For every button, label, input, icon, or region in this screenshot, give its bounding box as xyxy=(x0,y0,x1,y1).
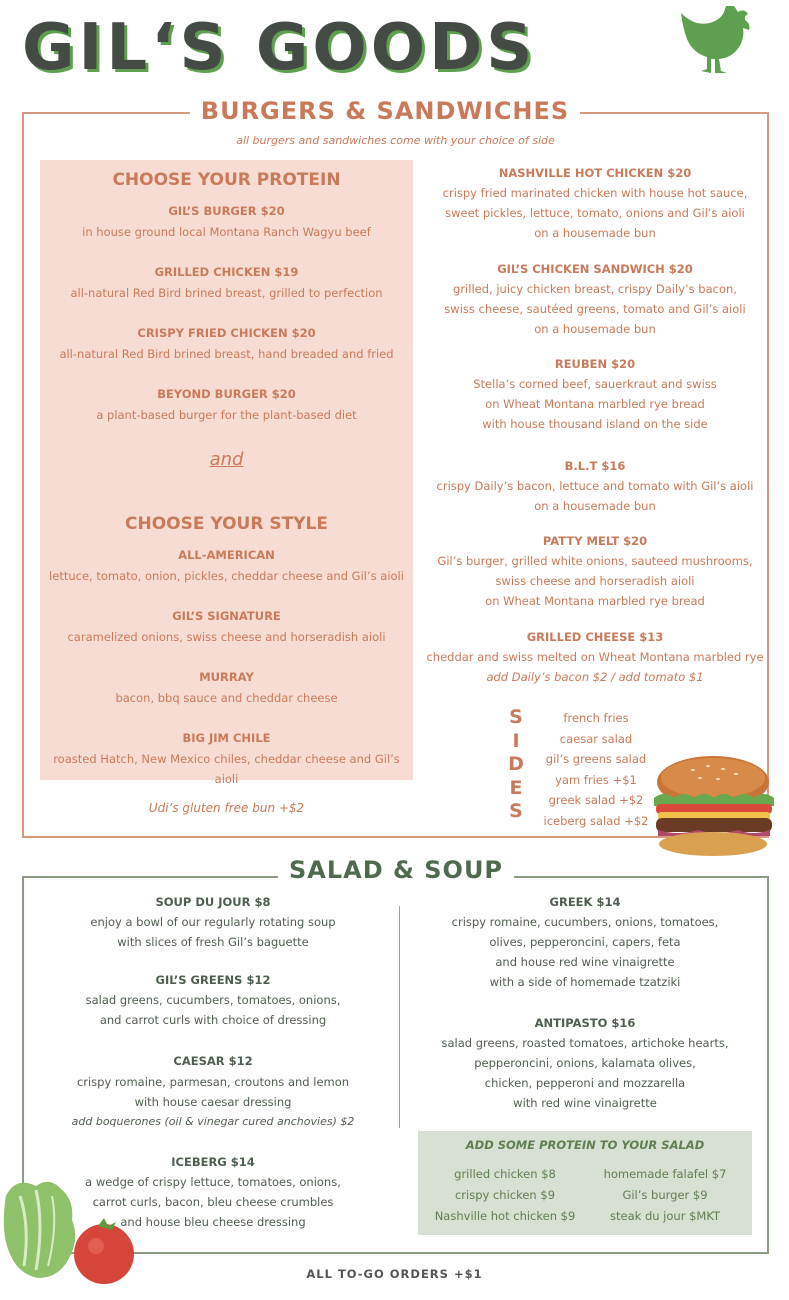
menu-item-desc xyxy=(425,374,765,434)
restaurant-logo-title: GIL‘S GOODS xyxy=(22,11,537,85)
desc-line: cheddar and swiss melted on Wheat Montana marbled rye xyxy=(426,650,764,664)
desc-line: with slices of fresh Gil’s baguette xyxy=(117,935,309,949)
side-item: greek salad +$2 xyxy=(548,793,644,807)
menu-item-desc: all-natural Red Bird brined breast, hand breaded and fried xyxy=(59,347,394,361)
menu-item-desc: lettuce, tomato, onion, pickles, cheddar cheese and Gil’s aioli xyxy=(49,569,404,583)
sides-letter: S xyxy=(509,706,523,728)
desc-line: grilled, juicy chicken breast, crispy Daily’s bacon, xyxy=(453,282,737,296)
desc-line: and house bleu cheese dressing xyxy=(120,1215,306,1229)
protein-options-right xyxy=(586,1164,744,1227)
sides-letter: S xyxy=(509,800,523,822)
desc-line: swiss cheese and horseradish aioli xyxy=(495,574,695,588)
menu-item-name: BIG JIM CHILE xyxy=(182,731,271,745)
menu-item-desc xyxy=(425,647,765,687)
side-item: caesar salad xyxy=(559,731,633,746)
add-on-note: add boquerones (oil & vinegar cured anchovies) $2 xyxy=(71,1115,355,1128)
gluten-free-note: Udi’s gluten free bun +$2 xyxy=(148,801,305,815)
menu-item-name: REUBEN $20 xyxy=(554,357,636,371)
burger-illustration xyxy=(648,752,778,862)
protein-options-left xyxy=(426,1164,584,1227)
menu-item-desc xyxy=(40,912,386,952)
menu-item-name: GREEK $14 xyxy=(549,895,621,909)
menu-item-name: ICEBERG $14 xyxy=(171,1155,255,1169)
and-connector: and xyxy=(209,449,244,470)
menu-item-name: GIL’S SIGNATURE xyxy=(172,609,281,623)
menu-item-name: PATTY MELT $20 xyxy=(542,534,648,548)
menu-item-desc xyxy=(40,990,386,1030)
desc-line: with house thousand island on the side xyxy=(482,417,708,431)
protein-option: steak du jour $MKT xyxy=(610,1209,720,1223)
burgers-subtitle: all burgers and sandwiches come with your choice of side xyxy=(236,134,555,147)
desc-line: on Wheat Montana marbled rye bread xyxy=(485,594,705,608)
desc-line: olives, pepperoncini, capers, feta xyxy=(489,935,681,949)
burgers-section-title: BURGERS & SANDWICHES xyxy=(200,97,570,125)
protein-option: crispy chicken $9 xyxy=(454,1188,556,1202)
sides-letter: E xyxy=(509,776,523,799)
sides-list xyxy=(532,708,660,831)
menu-item-desc xyxy=(40,1072,386,1132)
sides-letter: I xyxy=(512,729,520,752)
desc-line: swiss cheese, sautéed greens, tomato and Gil’s aioli xyxy=(444,302,746,316)
menu-item-desc xyxy=(425,551,765,611)
desc-line: on Wheat Montana marbled rye bread xyxy=(485,397,705,411)
desc-line: crispy fried marinated chicken with house hot sauce, xyxy=(442,186,748,200)
desc-line: with a side of homemade tzatziki xyxy=(489,975,681,989)
menu-item-name: GIL’S GREENS $12 xyxy=(155,973,271,987)
desc-line: sweet pickles, lettuce, tomato, onions and Gil’s aioli xyxy=(445,206,745,220)
menu-item-name: GIL’S BURGER $20 xyxy=(168,204,285,218)
menu-item-name: ALL-AMERICAN xyxy=(178,548,275,562)
desc-line: salad greens, roasted tomatoes, artichoke hearts, xyxy=(441,1036,729,1050)
togo-orders-note: ALL TO-GO ORDERS +$1 xyxy=(306,1267,483,1281)
protein-option: homemade falafel $7 xyxy=(603,1167,727,1181)
desc-line: and house red wine vinaigrette xyxy=(495,955,675,969)
menu-item-desc xyxy=(425,183,765,243)
desc-line: enjoy a bowl of our regularly rotating soup xyxy=(90,915,336,929)
menu-item-desc: all-natural Red Bird brined breast, grilled to perfection xyxy=(70,286,383,300)
column-divider xyxy=(399,906,400,1128)
desc-line: crispy romaine, parmesan, croutons and lemon xyxy=(76,1075,350,1089)
menu-item-name: CRISPY FRIED CHICKEN $20 xyxy=(137,326,316,340)
menu-item-desc: roasted Hatch, New Mexico chiles, cheddar cheese and Gil’s aioli xyxy=(53,752,400,786)
menu-item-desc: in house ground local Montana Ranch Wagyu beef xyxy=(82,225,371,239)
menu-item-name: CAESAR $12 xyxy=(173,1054,253,1068)
desc-line: with house caesar dressing xyxy=(134,1095,292,1109)
menu-item-desc: bacon, bbq sauce and cheddar cheese xyxy=(115,691,338,705)
desc-line: on a housemade bun xyxy=(534,226,656,240)
menu-item-name: ANTIPASTO $16 xyxy=(534,1016,636,1030)
protein-option: Nashville hot chicken $9 xyxy=(434,1209,576,1223)
menu-item-name: BEYOND BURGER $20 xyxy=(157,387,296,401)
protein-heading: CHOOSE YOUR PROTEIN xyxy=(112,170,341,190)
desc-line: carrot curls, bacon, bleu cheese crumbles xyxy=(92,1195,334,1209)
menu-item-name: GRILLED CHICKEN $19 xyxy=(154,265,299,279)
desc-line: on a housemade bun xyxy=(534,499,656,513)
menu-item-name: NASHVILLE HOT CHICKEN $20 xyxy=(498,166,692,180)
menu-item-name: GRILLED CHEESE $13 xyxy=(526,630,664,644)
sides-vertical-label xyxy=(505,706,527,824)
menu-item-desc xyxy=(425,476,765,516)
sides-letter: D xyxy=(508,753,524,775)
menu-item-desc xyxy=(418,912,752,992)
style-heading: CHOOSE YOUR STYLE xyxy=(125,514,328,534)
side-item: gil’s greens salad xyxy=(545,752,647,766)
side-item: french fries xyxy=(563,711,629,725)
menu-item-desc: a plant-based burger for the plant-based diet xyxy=(96,408,357,422)
desc-line: Stella’s corned beef, sauerkraut and swiss xyxy=(473,377,717,391)
menu-item-name: GIL’S CHICKEN SANDWICH $20 xyxy=(497,262,693,276)
desc-line: a wedge of crispy lettuce, tomatoes, onions, xyxy=(85,1175,341,1189)
side-item: yam fries +$1 xyxy=(555,772,637,787)
desc-line: salad greens, cucumbers, tomatoes, onions, xyxy=(85,993,341,1007)
chicken-icon xyxy=(676,6,756,86)
protein-option: grilled chicken $8 xyxy=(454,1167,556,1181)
add-protein-heading: ADD SOME PROTEIN TO YOUR SALAD xyxy=(465,1138,705,1152)
menu-item-name: B.L.T $16 xyxy=(564,459,626,473)
add-on-note: add Daily’s bacon $2 / add tomato $1 xyxy=(486,670,704,684)
desc-line: crispy romaine, cucumbers, onions, tomatoes, xyxy=(451,915,719,929)
desc-line: Gil’s burger, grilled white onions, sauteed mushrooms, xyxy=(437,554,753,568)
desc-line: on a housemade bun xyxy=(534,322,656,336)
desc-line: pepperoncini, onions, kalamata olives, xyxy=(474,1056,696,1070)
protein-option: Gil’s burger $9 xyxy=(622,1188,708,1202)
menu-item-desc xyxy=(418,1033,752,1113)
salad-section-title: SALAD & SOUP xyxy=(288,856,504,884)
build-your-own-panel xyxy=(40,160,413,780)
menu-item-name: SOUP DU JOUR $8 xyxy=(155,895,271,909)
side-item: iceberg salad +$2 xyxy=(543,813,649,828)
desc-line: crispy Daily’s bacon, lettuce and tomato with Gil’s aioli xyxy=(436,479,754,493)
desc-line: with red wine vinaigrette xyxy=(513,1096,657,1110)
menu-item-desc: caramelized onions, swiss cheese and horseradish aioli xyxy=(67,630,386,644)
desc-line: and carrot curls with choice of dressing xyxy=(99,1013,327,1027)
menu-item-name: MURRAY xyxy=(199,670,254,684)
menu-item-desc xyxy=(425,279,765,339)
desc-line: chicken, pepperoni and mozzarella xyxy=(484,1076,686,1090)
